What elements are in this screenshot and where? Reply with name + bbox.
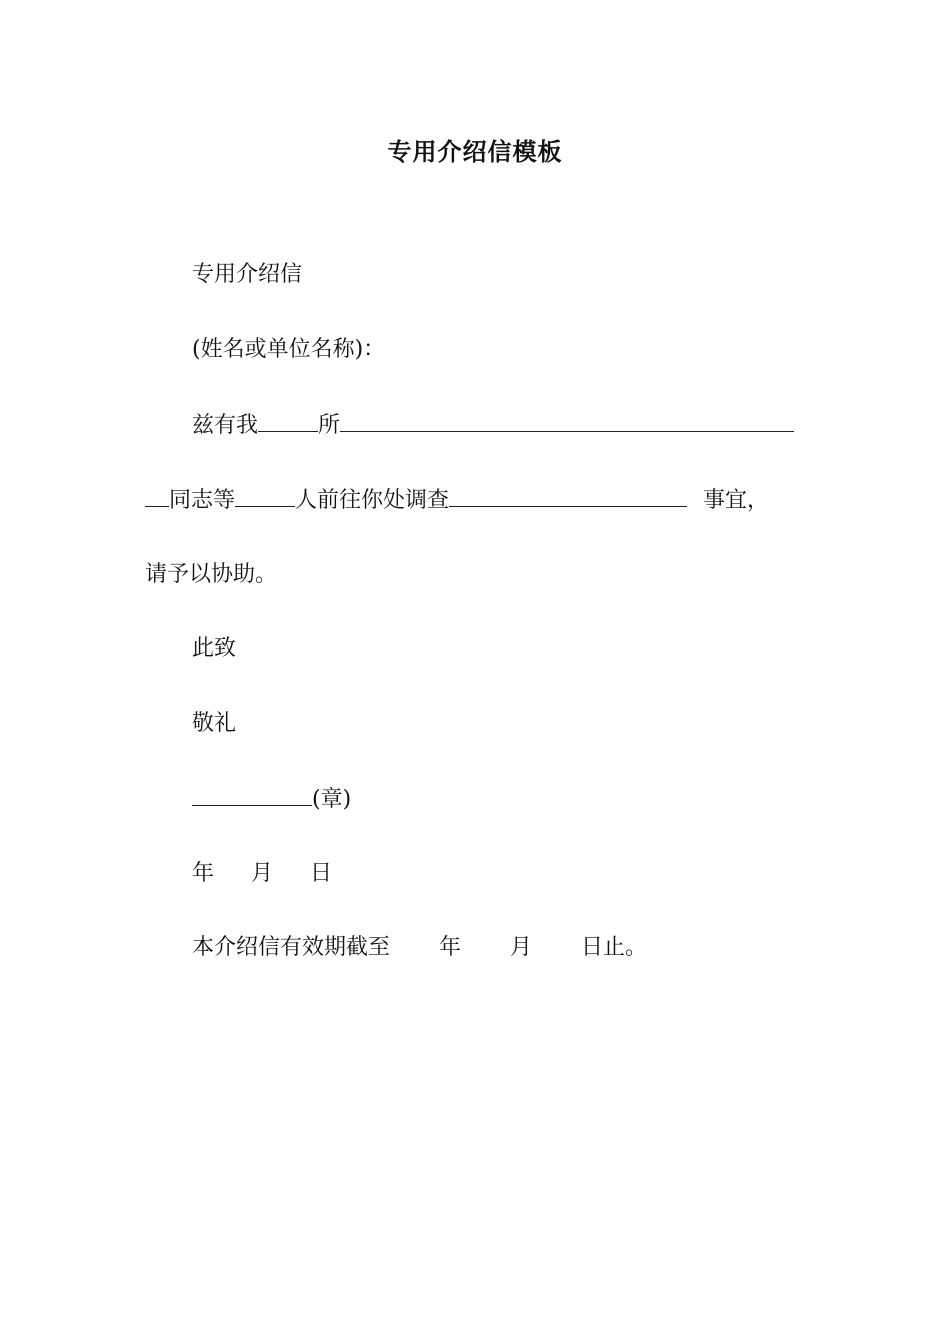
validity-month: 月 <box>510 935 533 960</box>
body-text-matter: 事宜， <box>703 488 770 513</box>
body-text-prefix: 兹有我 <box>192 413 259 438</box>
seal-label: (章) <box>312 787 352 812</box>
closing-line-1: 此致 <box>192 636 237 661</box>
person-name-blank[interactable] <box>145 484 169 507</box>
department-blank[interactable] <box>340 409 794 432</box>
body-line-1 <box>192 409 794 442</box>
validity-year: 年 <box>439 935 462 960</box>
letter-heading: 专用介绍信 <box>192 262 303 287</box>
date-year: 年 <box>192 861 215 886</box>
validity-line <box>192 932 647 964</box>
date-line <box>192 858 332 890</box>
body-line-3: 请予以协助。 <box>145 562 278 587</box>
unit-name-blank[interactable] <box>258 409 318 432</box>
date-month: 月 <box>251 861 274 886</box>
matter-blank[interactable] <box>449 484 687 507</box>
date-day: 日 <box>310 861 333 886</box>
seal-blank[interactable] <box>192 783 312 806</box>
closing-line-2: 敬礼 <box>192 711 237 736</box>
body-text-mid: 所 <box>318 413 341 438</box>
document-title: 专用介绍信模板 <box>387 137 563 166</box>
validity-prefix: 本介绍信有效期截至 <box>192 935 391 960</box>
seal-line <box>192 783 351 816</box>
body-text-comrades: 同志等 <box>169 488 236 513</box>
body-text-visit: 人前往你处调查 <box>295 488 450 513</box>
validity-suffix: 日止。 <box>581 935 648 960</box>
recipient-line: (姓名或单位名称)： <box>192 337 386 362</box>
person-count-blank[interactable] <box>235 484 295 507</box>
body-line-2 <box>145 484 769 517</box>
